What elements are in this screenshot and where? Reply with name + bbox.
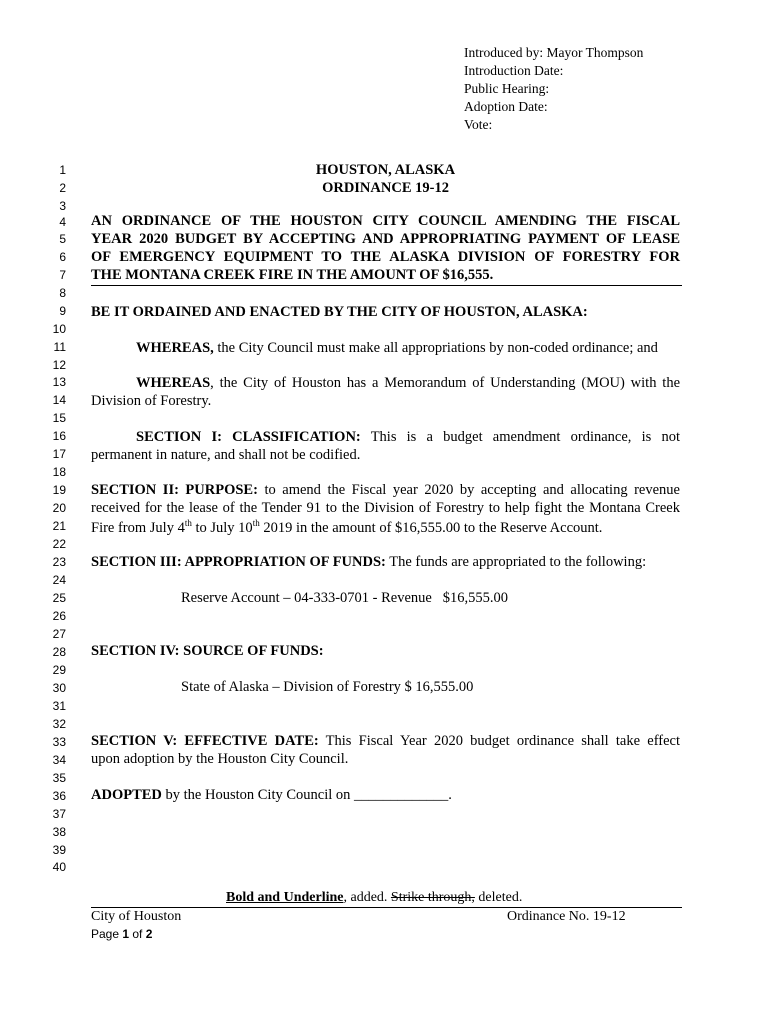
- line-number: 29: [52, 663, 66, 677]
- section-3-line1: [91, 554, 646, 571]
- line-number: 12: [52, 358, 66, 372]
- footer-rule: [91, 907, 682, 908]
- page-prefix: Page: [91, 927, 123, 941]
- adoption-date: Adoption Date:: [464, 99, 548, 114]
- legend-deleted: deleted.: [474, 890, 523, 905]
- line-number: 26: [52, 609, 66, 623]
- line-number: 16: [52, 429, 66, 443]
- section-1-heading: SECTION I: CLASSIFICATION:: [136, 429, 361, 445]
- line-number: 19: [52, 483, 66, 497]
- source-funds-item: State of Alaska – Division of Forestry $ 16,555.00: [181, 679, 474, 695]
- ordinal-suffix: th: [252, 518, 260, 528]
- line-number: 18: [52, 465, 66, 479]
- section-2-line3-b: to July 10: [191, 519, 253, 536]
- adopted-line: [91, 787, 452, 804]
- legend: [226, 890, 522, 906]
- caption-line: THE MONTANA CREEK FIRE IN THE AMOUNT OF $16,555.: [91, 267, 494, 283]
- whereas-2-text: , the City of Houston has a Memorandum of Understanding (MOU) with the: [210, 375, 680, 391]
- caption-line: OF EMERGENCY EQUIPMENT TO THE ALASKA DIVISION OF FORESTRY FOR: [91, 249, 680, 265]
- line-number: 28: [52, 645, 66, 659]
- section-5-line1: [91, 733, 680, 750]
- page-current: 1: [122, 927, 130, 941]
- page-number: [91, 927, 152, 941]
- line-number: 25: [52, 591, 66, 605]
- caption-rule: [91, 285, 682, 286]
- header-block: [464, 44, 643, 134]
- line-number: 40: [52, 860, 66, 874]
- line-number: 30: [52, 681, 66, 695]
- section-2-line3-c: 2019 in the amount of $16,555.00 to the Reserve Account.: [259, 519, 603, 536]
- page-total: 2: [145, 927, 153, 941]
- section-2-line3-a: Fire from July 4: [91, 519, 185, 536]
- line-number: 7: [59, 268, 66, 282]
- whereas-2-line2: Division of Forestry.: [91, 393, 212, 409]
- line-number: 35: [52, 771, 66, 785]
- section-2-line3: [91, 518, 602, 537]
- line-number: 14: [52, 393, 66, 407]
- section-2-line2: received for the lease of the Tender 91 to the Division of Forestry to help fight the Montana Creek: [91, 500, 680, 516]
- line-number: 8: [59, 286, 66, 300]
- adopted-text: by the Houston City Council on _____________.: [161, 787, 452, 803]
- enacting-clause: BE IT ORDAINED AND ENACTED BY THE CITY OF HOUSTON, ALASKA:: [91, 304, 588, 320]
- section-4-heading: SECTION IV: SOURCE OF FUNDS:: [91, 643, 324, 659]
- section-2-line1: [91, 482, 680, 499]
- line-number: 9: [59, 304, 66, 318]
- line-number: 4: [59, 215, 66, 229]
- legend-strike-through: Strike through,: [390, 890, 475, 905]
- line-number: 11: [53, 340, 66, 354]
- line-number: 15: [52, 411, 66, 425]
- whereas-1: [136, 340, 658, 357]
- line-number: 39: [52, 843, 66, 857]
- line-number: 5: [59, 232, 66, 246]
- line-number: 6: [59, 250, 66, 264]
- line-number: 2: [59, 181, 66, 195]
- caption-line: YEAR 2020 BUDGET BY ACCEPTING AND APPROPRIATING PAYMENT OF LEASE: [91, 231, 680, 247]
- line-number: 31: [52, 699, 66, 713]
- line-number: 23: [52, 555, 66, 569]
- line-number: 34: [52, 753, 66, 767]
- legend-bold-underline: Bold and Underline: [226, 890, 344, 905]
- line-number: 38: [52, 825, 66, 839]
- page-of: of: [129, 927, 146, 941]
- section-1-line1: [136, 429, 680, 446]
- section-3-text: The funds are appropriated to the following:: [385, 554, 647, 570]
- section-5-line2: upon adoption by the Houston City Council.: [91, 751, 349, 767]
- section-2-text: to amend the Fiscal year 2020 by accepting and allocating revenue: [257, 482, 680, 498]
- line-number: 36: [52, 789, 66, 803]
- line-number: 20: [52, 501, 66, 515]
- public-hearing: Public Hearing:: [464, 81, 550, 96]
- footer-city: City of Houston: [91, 909, 182, 924]
- footer-ordinance-number: Ordinance No. 19-12: [507, 909, 626, 924]
- line-number: 27: [52, 627, 66, 641]
- line-number: 22: [52, 537, 66, 551]
- caption-line: AN ORDINANCE OF THE HOUSTON CITY COUNCIL AMENDING THE FISCAL: [91, 213, 680, 229]
- reserve-account-item: Reserve Account – 04-333-0701 - Revenue $16,555.00: [181, 590, 508, 606]
- line-number: 37: [52, 807, 66, 821]
- line-number: 24: [52, 573, 66, 587]
- city-title: HOUSTON, ALASKA: [315, 162, 456, 178]
- whereas-1-text: the City Council must make all appropriations by non-coded ordinance; and: [213, 340, 658, 356]
- ordinal-suffix: th: [184, 518, 192, 528]
- line-number: 13: [52, 375, 66, 389]
- section-5-text: This Fiscal Year 2020 budget ordinance shall take effect: [318, 733, 680, 749]
- adopted-lead: ADOPTED: [91, 787, 162, 803]
- legend-added: , added.: [343, 890, 391, 905]
- introduced-by: Introduced by: Mayor Thompson: [464, 45, 644, 60]
- line-number: 3: [59, 199, 66, 213]
- whereas-2-line1: [136, 375, 680, 392]
- section-1-text: This is a budget amendment ordinance, is not: [360, 429, 680, 445]
- line-number: 1: [59, 163, 66, 177]
- ordinance-title: ORDINANCE 19-12: [322, 180, 449, 196]
- vote: Vote:: [464, 117, 493, 132]
- whereas-1-lead: WHEREAS,: [136, 340, 214, 356]
- line-number: 32: [52, 717, 66, 731]
- whereas-2-lead: WHEREAS: [136, 375, 211, 391]
- section-5-heading: SECTION V: EFFECTIVE DATE:: [91, 733, 319, 749]
- line-number: 21: [52, 519, 66, 533]
- section-2-heading: SECTION II: PURPOSE:: [91, 482, 258, 498]
- line-number: 33: [52, 735, 66, 749]
- section-1-line2: permanent in nature, and shall not be codified.: [91, 447, 361, 463]
- section-3-heading: SECTION III: APPROPRIATION OF FUNDS:: [91, 554, 386, 570]
- line-number: 17: [52, 447, 66, 461]
- introduction-date: Introduction Date:: [464, 63, 564, 78]
- line-number: 10: [52, 322, 66, 336]
